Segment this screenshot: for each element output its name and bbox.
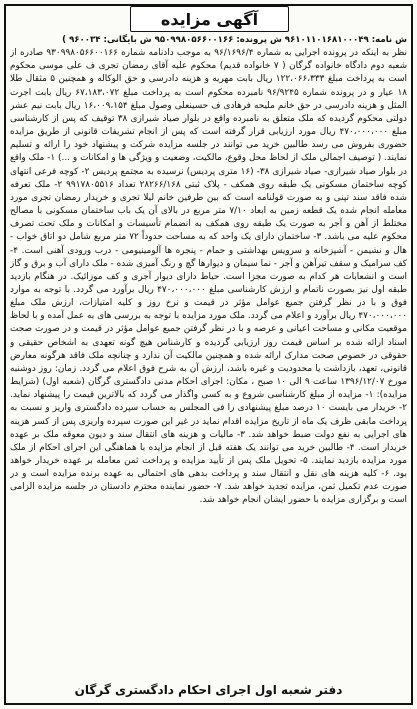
notice-body: [10, 34, 407, 679]
notice-paragraph-conditions: ۱- مزایده از مبلغ کارشناسی شروع و به کسی واگذار می گردد که بالاترین قیمت را پیشنهاد نماید. ۲- خریدار می بایست ۱۰ درصد مبلغ پیشنهادی را فی المجلس به حساب سپرده دادگستری واریز و نسبت به پرداخت مابقی ظرف یک ماه از تاریخ مزایده اقدام نماید در غیر این صورت سپرده واریزی پس از کسر هزینه های اجرایی به نفع دولت ضبط خواهد شد. ۳- مالیات و هزینه های انتقال سند و دیون معوقه ملک بر عهده خریدار است. ۴- طالبین خرید می توانند یک هفته قبل از انجام مزایده با هماهنگی این اجرای احکام از ملک مورد مزایده بازدید نمایند. ۵- تحویل ملک پس از تأیید مزایده و پرداخت ثمن معامله بر عهده خریدار خواهد بود. ۶- کلیه هزینه های نقل و انتقال سند و پرداخت بدهی های احتمالی به عهده برنده مزایده است و در صورت عدم تکمیل ثمن، مزایده تجدید خواهد شد. ۷- حضور نماینده محترم دادستان در جلسه مزایده الزامی است و برگزاری مزایده با حضور ایشان انجام خواهد شد.: [10, 390, 407, 506]
case-reference-line: ش نامه: ۹۶۱۰۱۱۰۱۶۸۱۰۰۰۴۹ ش پرونده: ۹۵۰۹۹۸۰۵۶۶۰۰۱۶۶ ش بایگانی: ۹۶۰۰۳۴ ): [62, 35, 407, 45]
notice-paragraph-intro: نظر به اینکه در پرونده اجرایی به شماره ۹۶/۱۶۹۶/۴ به موجب دادنامه شماره ۹۳۰۹۹۸۰۵۶۶۰۰۱۶۶ صادره از شعبه دوم دادگاه خانواده گرگان ( ۷ خانواده قدیم) محکوم علیه آقای رمضان تجری ف علی موسی محکوم است به پرداخت مبلغ ۱۲۲،۰۶۶،۳۳۳ ریال بابت مهریه و هزینه دادرسی و حق الوکاله و همچنین ۵ مثقال طلا ۱۸ عیار و در پرونده شماره ۹۶/۹۲۴۵ نامبرده محکوم است به پرداخت مبلغ ۶۷،۱۸۳،۰۷۲ ریال بابت اجرت المثل و هزینه دادرسی در حق خانم ملیحه فرهادی ف حسینعلی وصول مبلغ ۱۶،۰۰۹،۱۵۴ ریال بابت نیم عشر دولتی محکوم گردیده که ملک متعلق به نامبرده واقع در بلوار صیاد شیرازی ۳۸ توقیف که پس از کارشناسی مبلغ ۴۷۰،۰۰۰،۰۰۰ ریال مورد ارزیابی قرار گرفته است که پس از انجام تشریفات قانونی از طریق مزایده حضوری بفروش می رسد طالبین خرید می توانند در جلسه مزایده شرکت و پیشنهاد خود را ارائه و تسلیم نمایند.: [10, 48, 407, 164]
issuer-signature: دفتر شعبه اول اجرای احکام دادگستری گرگان: [74, 683, 343, 697]
notice-paragraph-time-place: زمان: روز دوشنبه مورخ ۱۳۹۶/۱۲/۰۷ ساعت ۹ الی ۱۰ صبح ، مکان: اجرای احکام مدنی دادگستری گرگان (شعبه اول) (شرایط مزایده):: [10, 363, 407, 401]
notice-title: آگهی مزایده: [130, 6, 289, 32]
notice-paragraph-description: ( توصیف اجمالی ملک از لحاظ محل وقوع، مالکیت، وضعیت و ویژگی ها و امکانات و ...) ۱- ملک واقع در بلوار صیاد شیرازی- صیاد شیرازی ۳۸- (۱۶ متری پردیس) نرسیده به مجتمع پردیس ۲- کوچه فرعی انتهای کوچه ساختمان مسکونی یک طبقه روی همکف - پلاک ثبتی ۲۸۲۶۶/۱۶۸ تعداد ۹۹۱۷۸۰۵۵۱۶ ۲- ملک تعرفه شده فاقد سند تپنی و به صورت قولنامه است که بین طرفین خانم لیلا تجری و خریدار رمضان تجری مورد معامله انجام شده یک قطعه زمین به ابعاد ۷/۱۰ متر مربع در بالای آن یک باب ساختمان مسکونی با مصالح مختلط از آهن و آجر به صورت یک طبقه روی همکف به انضمام تأسیسات و امکانات و ملک تحت تصرف محکوم علیه می باشد. ۳- ساختمان دارای یک واحد که به مساحت حدوداً ۷۲ متر مربع شامل دو اتاق خواب - هال و نشیمن - آشپزخانه و سرویس بهداشتی و حمام - پنجره ها آلومینیومی - درب ورودی آهنی است. ۴- کف سرامیک و سقف تیرآهن و آجر - نما سیمان و دیوارها گچ و رنگ آمیزی شده - ملک دارای آب و برق و گاز است و انشعابات هر کدام به صورت مجزا است. حیاط دارای دیوار آجری و کف موزائیک. در هنگام بازدید طبقه اول نیز بصورت ناتمام و ارزش کارشناسی مبلغ ۴۷۰،۰۰۰،۰۰۰ ریال برآورد می گردد. با توجه به موارد فوق و با در نظر گرفتن جمیع عوامل مؤثر در قیمت و نرخ روز و کلیه امتیازات، ارزش ملک مبلغ ۴۷۰،۰۰۰،۰۰۰ ریال برآورد و اعلام می گردد.: [10, 153, 407, 322]
notice-paragraph-appraisal: ملک مورد مزایده با توجه به بررسی های به عمل آمده و با لحاظ موقعیت مکانی و مساحت اعیانی و عرصه و با در نظر گرفتن جمیع عوامل مؤثر در قیمت و در صورت صحت اسناد ارائه شده بر اساس قیمت روز ارزیابی گردیده و کارشناس هیچ گونه تعهدی به اشخاص حقیقی و حقوقی در خصوص صحت مدارک ارائه شده و همچنین مالکیت آن ندارد و چنانچه ملک فاقد هرگونه معارض قانونی، تعهد، بازداشت یا محدودیت و غیره باشد، ارزش آن به شرح فوق اعلام می گردد.: [10, 311, 407, 374]
